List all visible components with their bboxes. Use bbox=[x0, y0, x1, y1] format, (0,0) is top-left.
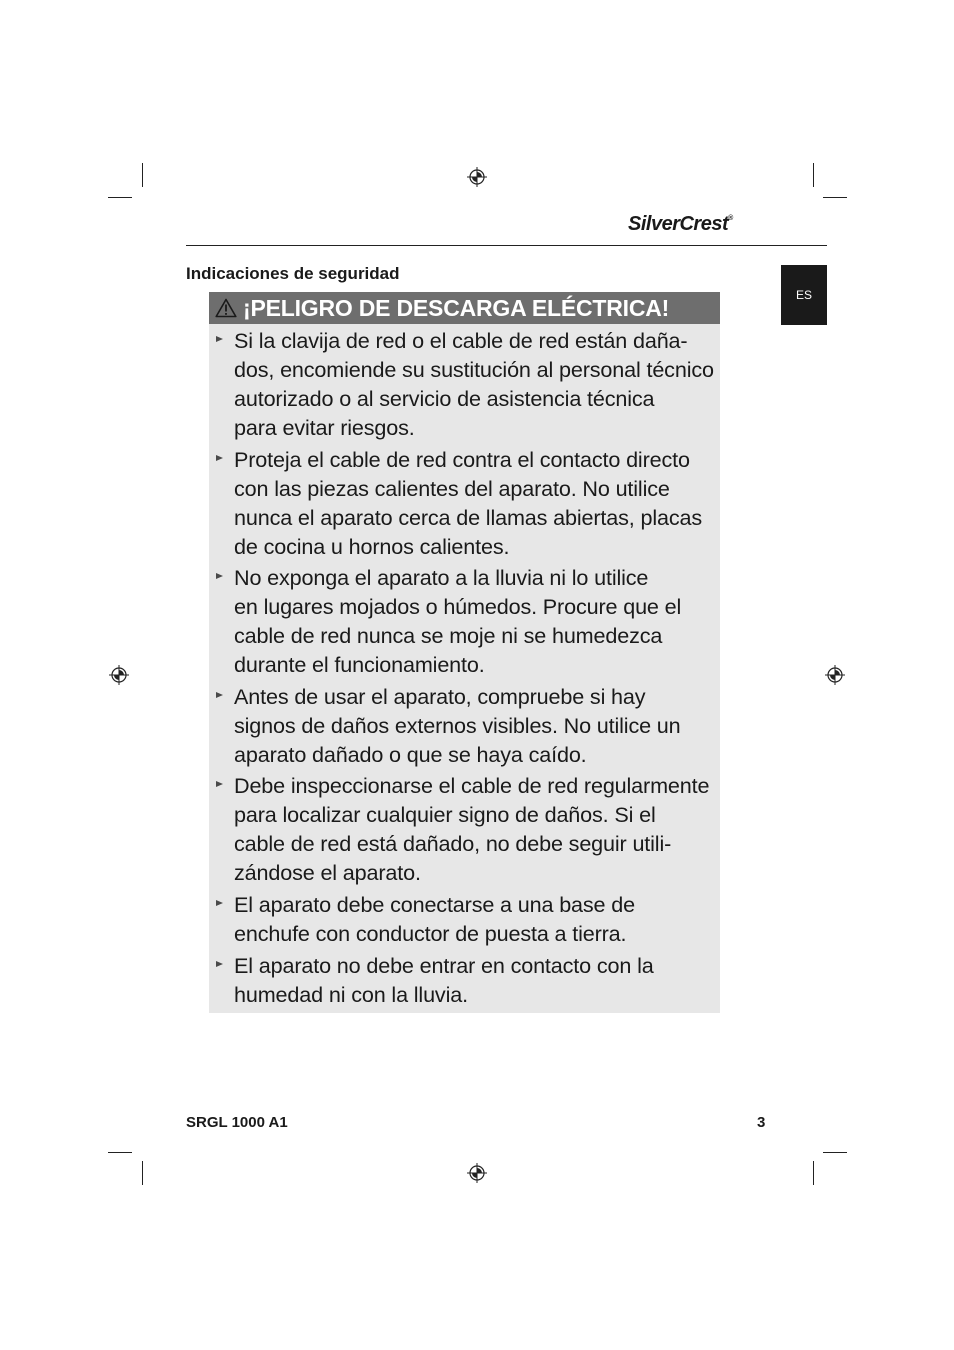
list-item bbox=[209, 326, 720, 442]
crop-mark bbox=[823, 197, 847, 198]
list-item-text: Antes de usar el aparato, compruebe si hay signos de daños externos visibles. No utilice un aparato dañado o que se haya caído. bbox=[234, 683, 681, 767]
crop-mark bbox=[108, 1152, 132, 1153]
list-item bbox=[209, 951, 720, 1009]
registration-mark-icon bbox=[109, 665, 129, 685]
list-item-text: Proteja el cable de red contra el contacto directo con las piezas calientes del aparato. No utilice nunca el aparato cerca de llamas abiertas, placas de cocina u hornos calientes. bbox=[234, 446, 702, 559]
brand-logo: SilverCrest® bbox=[628, 213, 733, 235]
crop-mark bbox=[142, 163, 143, 187]
list-item bbox=[209, 771, 720, 887]
warning-triangle-icon bbox=[215, 298, 237, 318]
list-item-text: Si la clavija de red o el cable de red están daña- dos, encomiende su sustitución al personal técnico autorizado o al servicio de asistencia técnica para evitar riesgos. bbox=[234, 328, 714, 440]
bullet-arrow-icon bbox=[216, 336, 223, 342]
warning-list bbox=[209, 326, 720, 1011]
crop-mark bbox=[823, 1152, 847, 1153]
bullet-arrow-icon bbox=[216, 781, 223, 787]
header-rule bbox=[186, 245, 827, 246]
registration-mark-icon bbox=[825, 665, 845, 685]
list-item-text: El aparato no debe entrar en contacto con la humedad ni con la lluvia. bbox=[234, 952, 654, 1007]
bullet-arrow-icon bbox=[216, 961, 223, 967]
bullet-arrow-icon bbox=[216, 692, 223, 698]
list-item bbox=[209, 890, 720, 948]
warning-box bbox=[209, 292, 720, 1013]
list-item bbox=[209, 682, 720, 769]
bullet-arrow-icon bbox=[216, 455, 223, 461]
list-item-text: El aparato debe conectarse a una base de enchufe con conductor de puesta a tierra. bbox=[234, 891, 635, 946]
warning-title: ¡PELIGRO DE DESCARGA ELÉCTRICA! bbox=[243, 294, 670, 321]
page-number: 3 bbox=[757, 1114, 766, 1131]
bullet-arrow-icon bbox=[216, 900, 223, 906]
list-item-text: Debe inspeccionarse el cable de red regularmente para localizar cualquier signo de daños. Si el cable de red está dañado, no debe seguir utili- zándose el aparato. bbox=[234, 773, 710, 886]
footer-model: SRGL 1000 A1 bbox=[186, 1114, 288, 1131]
list-item-text: No exponga el aparato a la lluvia ni lo utilice en lugares mojados o húmedos. Procure que el cable de red nunca se moje ni se humedezca durante el funcionamiento. bbox=[234, 565, 682, 678]
warning-header bbox=[209, 292, 720, 324]
list-item bbox=[209, 563, 720, 679]
section-title: Indicaciones de seguridad bbox=[186, 264, 400, 283]
crop-mark bbox=[108, 197, 132, 198]
language-tab bbox=[781, 265, 827, 325]
crop-mark bbox=[142, 1161, 143, 1185]
registration-mark-icon bbox=[467, 1163, 487, 1183]
registration-mark-icon bbox=[467, 167, 487, 187]
bullet-arrow-icon bbox=[216, 573, 223, 579]
crop-mark bbox=[813, 1161, 814, 1185]
language-tab-label: ES bbox=[795, 288, 812, 302]
crop-mark bbox=[813, 163, 814, 187]
list-item bbox=[209, 445, 720, 561]
